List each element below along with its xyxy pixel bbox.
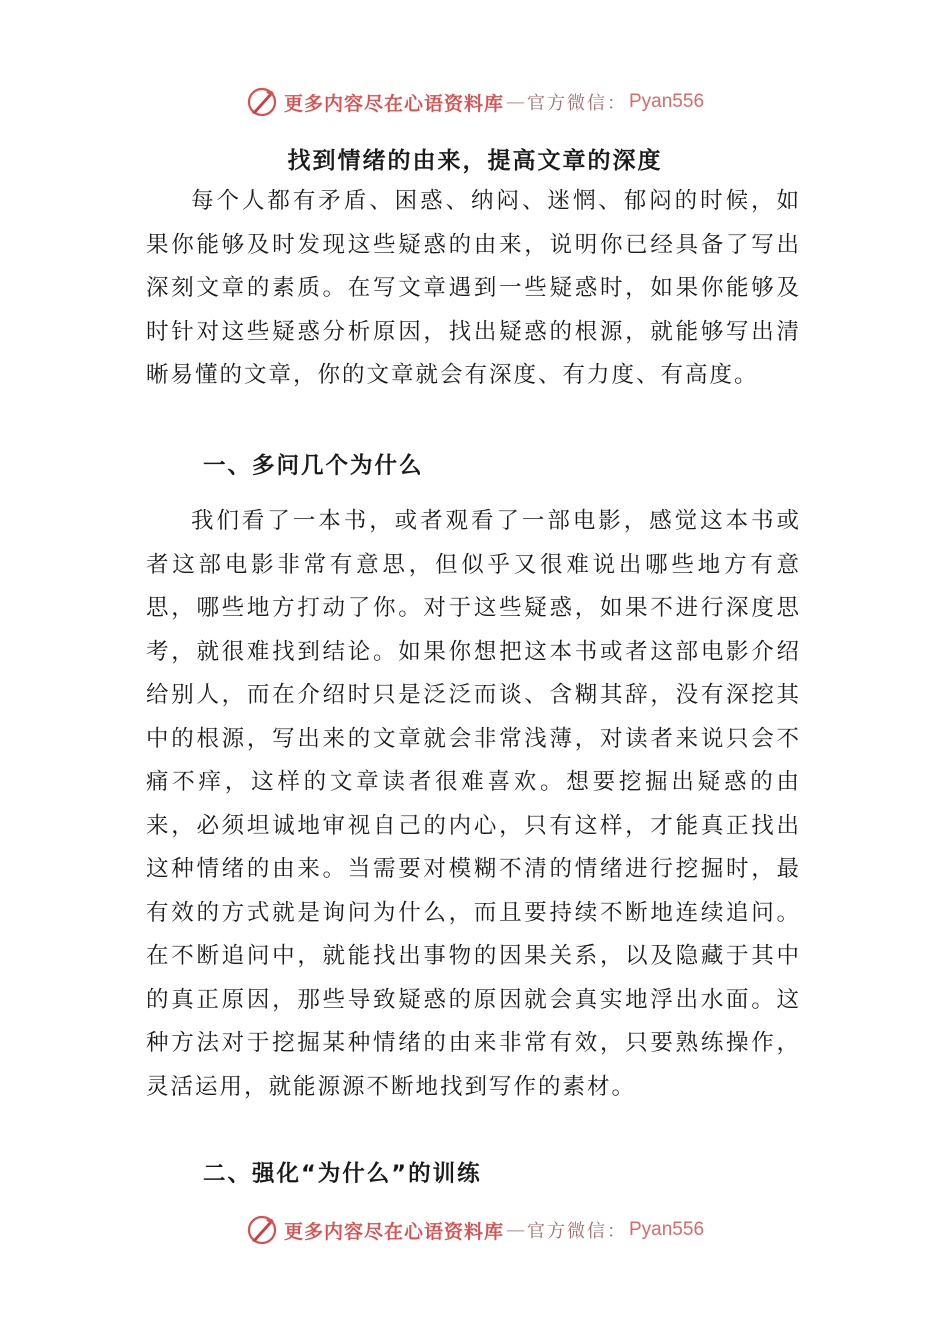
footer-watermark: [0, 1210, 950, 1250]
watermark-official-label: 官方微信：: [527, 93, 627, 114]
intro-block: [146, 180, 801, 398]
intro-paragraph: 每个人都有矛盾、困惑、纳闷、迷惘、郁闷的时候，如果你能够及时发现这些疑惑的由来，说明你已经具备了写出深刻文章的素质。在写文章遇到一些疑惑时，如果你能够及时针对这些疑惑分析原因，找出疑惑的根源，就能够写出清晰易懂的文章，你的文章就会有深度、有力度、有高度。: [146, 188, 801, 388]
watermark-official-label: 官方微信：: [527, 1221, 627, 1242]
watermark-wechat-id: Pyan556: [629, 1219, 705, 1240]
article-title: 找到情绪的由来，提高文章的深度: [287, 148, 663, 174]
watermark-dash: —: [506, 1219, 525, 1241]
section-1-body: [146, 500, 801, 1109]
watermark-brand: 更多内容尽在心语资料库: [283, 92, 504, 115]
watermark-dash: —: [506, 91, 525, 113]
section-1-paragraph: 我们看了一本书，或者观看了一部电影，感觉这本书或者这部电影非常有意思，但似乎又很难说出哪些地方有意思，哪些地方打动了你。对于这些疑惑，如果不进行深度思考，就很难找到结论。如果你想把这本书或者这部电影介绍给别人，而在介绍时只是泛泛而谈、含糊其辞，没有深挖其中的根源，写出来的文章就会非常浅薄，对读者来说只会不痛不痒，这样的文章读者很难喜欢。想要挖掘出疑惑的由来，必须坦诚地审视自己的内心，只有这样，才能真正找出这种情绪的由来。当需要对模糊不清的情绪进行挖掘时，最有效的方式就是询问为什么，而且要持续不断地连续追问。在不断追问中，就能找出事物的因果关系，以及隐藏于其中的真正原因，那些导致疑惑的原因就会真实地浮出水面。这种方法对于挖掘某种情绪的由来非常有效，只要熟练操作，灵活运用，就能源源不断地找到写作的素材。: [146, 508, 801, 1100]
section-heading-2: 二、强化“为什么”的训练: [203, 1161, 482, 1187]
header-watermark: [0, 82, 950, 122]
watermark-wechat-id: Pyan556: [629, 91, 705, 112]
quill-logo-icon: [246, 86, 278, 118]
section-heading-1: 一、多问几个为什么: [203, 453, 424, 479]
watermark-brand: 更多内容尽在心语资料库: [283, 1220, 504, 1243]
quill-logo-icon: [246, 1214, 278, 1246]
